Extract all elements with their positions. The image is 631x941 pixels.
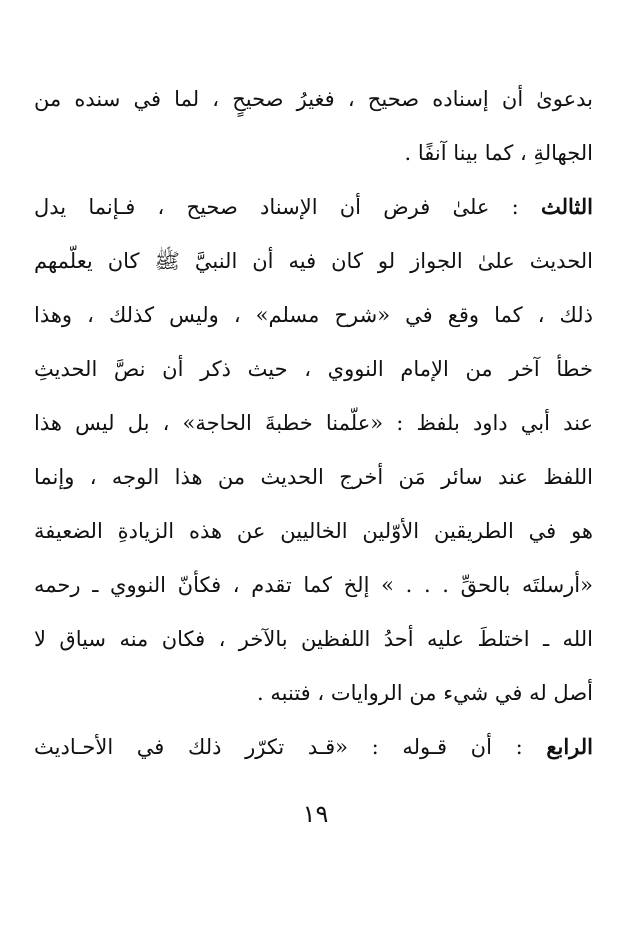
text-line: [34, 72, 593, 126]
line-text: ذلك ، كما وقع في «شرح مسلم» ، وليس كذلك ، وهذا: [34, 303, 593, 327]
body-text: [34, 72, 593, 774]
text-line: [34, 288, 593, 342]
text-line: [34, 720, 593, 774]
line-text: خطأ آخر من الإمام النووي ، حيث ذكر أن نصَّ الحديثِ: [34, 357, 593, 381]
text-line: [34, 234, 593, 288]
line-text: أصل له في شيء من الروايات ، فتنبه .: [257, 681, 593, 705]
page-number: ١٩: [302, 800, 329, 828]
text-line: [34, 180, 593, 234]
line-text: الجهالةِ ، كما بينا آنفًا .: [404, 141, 593, 165]
section-lead-word: الثالث: [541, 194, 593, 219]
line-text: الله ـ اختلطَ عليه أحدُ اللفظين بالآخر ، فكان منه سياق لا: [34, 627, 593, 651]
text-line: [34, 342, 593, 396]
line-text: اللفظ عند سائر مَن أخرج الحديث من هذا الوجه ، وإنما: [34, 465, 593, 489]
text-line: [34, 396, 593, 450]
line-text: عند أبي داود بلفظ : «علّمنا خطبةَ الحاجة» ، بل ليس هذا: [34, 411, 593, 435]
text-line: [34, 450, 593, 504]
text-line: [34, 126, 593, 180]
line-text: هو في الطريقين الأوّلين الخاليين عن هذه الزيادةِ الضعيفة: [34, 519, 593, 543]
line-text: الحديث علىٰ الجواز لو كان فيه أن النبيَّ ﷺ كان يعلّمهم: [34, 249, 593, 273]
line-text: : أن قـوله : «قـد تكرّر ذلك في الأحـاديث: [34, 735, 523, 759]
line-text: «أرسلتَه بالحقِّ . . . » إلخ كما تقدم ، فكأنّ النووي ـ رحمه: [34, 573, 593, 597]
text-line: [34, 558, 593, 612]
line-text: بدعوىٰ أن إسناده صحيح ، فغيرُ صحيحٍ ، لما في سنده من: [34, 87, 593, 111]
text-line: [34, 504, 593, 558]
text-line: [34, 612, 593, 666]
line-text: : علىٰ فرض أن الإسناد صحيح ، فـإنما يدل: [34, 195, 519, 219]
text-line: [34, 666, 593, 720]
section-lead-word: الرابع: [546, 734, 593, 759]
